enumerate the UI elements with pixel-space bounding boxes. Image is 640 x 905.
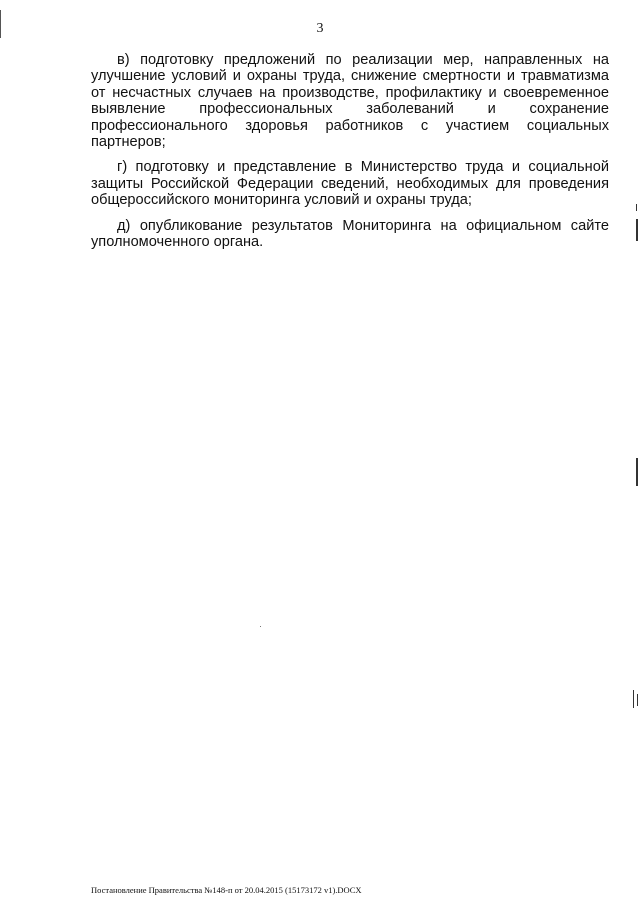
document-body	[91, 52, 609, 259]
scan-artifact	[636, 458, 638, 486]
scan-artifact	[260, 626, 261, 627]
scan-artifact	[633, 690, 634, 708]
paragraph-v: в) подготовку предложений по реализации мер, направленных на улучшение условий и охраны труда, снижение смертности и травматизма от несчастных случаев на производстве, профилактику и своевременное выявление профессиональных заболеваний и сохранение профессионального здоровья работников с участием социальных партнеров;	[91, 52, 609, 151]
scan-artifact	[636, 219, 638, 241]
scan-artifact	[637, 694, 638, 706]
scan-artifact	[636, 204, 637, 211]
paragraph-d: д) опубликование результатов Мониторинга на официальном сайте уполномоченного органа.	[91, 217, 609, 251]
document-footer: Постановление Правительства №148-п от 20.04.2015 (15173172 v1).DOCX	[91, 885, 362, 895]
paragraph-g: г) подготовку и представление в Министерство труда и социальной защиты Российской Федерации сведений, необходимых для проведения общероссийского мониторинга условий и охраны труда;	[91, 159, 609, 209]
page-number: 3	[316, 21, 324, 36]
